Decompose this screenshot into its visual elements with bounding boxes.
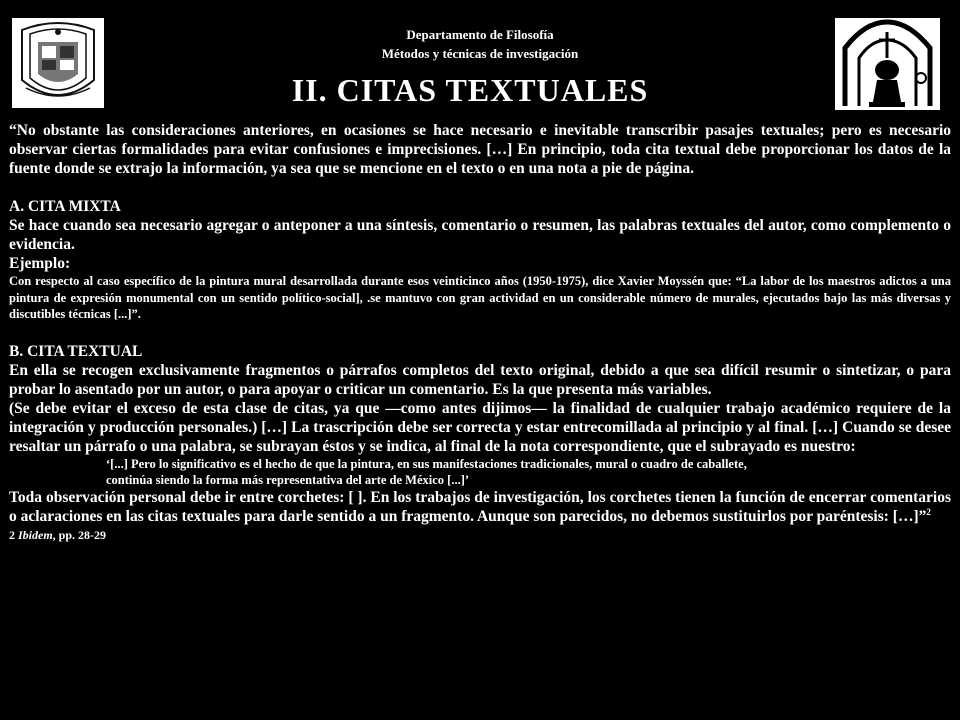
- section-b-heading: B. CITA TEXTUAL: [9, 342, 143, 360]
- footnote-number: 2: [9, 527, 15, 542]
- example-label: Ejemplo:: [9, 255, 71, 272]
- page-title: II. CITAS TEXTUALES: [291, 72, 649, 108]
- course-label: Métodos y técnicas de investigación: [381, 46, 579, 61]
- closing-text: Toda observación personal debe ir entre corchetes: [ ]. En los trabajos de investigación, los corchetes tienen la función de encerrar comentarios o aclaraciones en las citas textuales para darle sentido a un fragmento. Aunque son parecidos, no debemos sustituirlos por paréntesis: […]”: [9, 488, 951, 525]
- section-b-text1: En ella se recogen exclusivamente fragmentos o párrafos completos del texto original, debido a que sea difícil resumir o sintetizar, o para probar lo asentado por un autor, o para apoyar o criticar un comentario. Es la que presenta más variables.: [9, 361, 951, 398]
- section-b-text2: (Se debe evitar el exceso de esta clase de citas, ya que —como antes dijimos— la finalidad de cualquier trabajo académico requiere de la integración y producción personales.) […] La trascripción debe ser correcta y estar entrecomillada al principio y al final. […] Cuando se desee resaltar un párrafo o una palabra, se subrayan éstos y se indica, al final de la nota correspondiente, que el subrayado es nuestro:: [9, 399, 951, 455]
- footnote: [9, 526, 951, 545]
- section-a-text: Se hace cuando sea necesario agregar o anteponer a una síntesis, comentario o resumen, las palabras textuales del autor, como complemento o evidencia.: [9, 217, 951, 253]
- slide-body: [9, 121, 951, 545]
- footnote-ref: 2: [926, 506, 931, 517]
- department-label: Departamento de Filosofía: [406, 27, 554, 42]
- footnote-ibidem: Ibidem: [18, 527, 53, 542]
- textual-quote-line1: ‘[...] Pero lo significativo es el hecho de que la pintura, en sus manifestaciones tradicionales, mural o cuadro de caballete,: [106, 456, 747, 471]
- section-a-heading: A. CITA MIXTA: [9, 198, 121, 215]
- textual-quote-line2: continúa siendo la forma más representativa del arte de México [...]’: [106, 472, 470, 487]
- intro-paragraph: “No obstante las consideraciones anteriores, en ocasiones se hace necesario e inevitable transcribir pasajes textuales; pero es necesario observar ciertas formalidades para evitar confusiones e imprecisiones. […] En principio, toda cita textual debe proporcionar los datos de la fuente donde se extrajo la información, ya sea que se mencione en el texto o en una nota a pie de página.: [9, 122, 951, 177]
- textual-quote: [106, 456, 951, 488]
- closing-paragraph: [9, 488, 951, 526]
- footnote-pages: , pp. 28-29: [52, 527, 107, 542]
- example-quote: Con respecto al caso específico de la pintura mural desarrollada durante esos veinticinco años (1950-1975), dice Xavier Moyssén que: “La labor de los maestros adictos a una pintura de expresión monumental con un sentido político-social], .se mantuvo con gran actividad en un considerable número de murales, ejecutados bajo las más diversas y discutibles técnicas [...]”.: [9, 274, 951, 321]
